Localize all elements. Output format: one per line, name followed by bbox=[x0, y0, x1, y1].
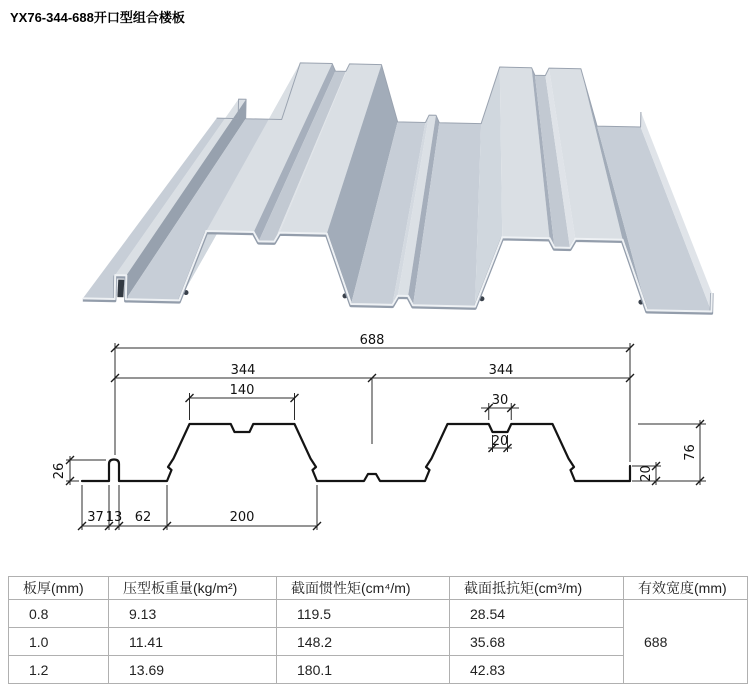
dim-profile-height: 76 bbox=[683, 444, 698, 461]
header-thickness: 板厚(mm) bbox=[9, 577, 109, 600]
deck-panel bbox=[83, 58, 717, 313]
dim-rib-base-width: 200 bbox=[229, 510, 255, 525]
dim-overall-width: 688 bbox=[359, 333, 385, 348]
cell-weight: 9.13 bbox=[109, 600, 277, 628]
cell-moment-of-inertia: 148.2 bbox=[277, 628, 450, 656]
dim-end-lip-height: 20 bbox=[639, 465, 654, 482]
dim-pitch-right: 344 bbox=[488, 363, 514, 378]
header-effective-width: 有效宽度(mm) bbox=[624, 577, 748, 600]
dim-notch-bottom-width: 20 bbox=[491, 434, 509, 449]
page-title: YX76-344-688开口型组合楼板 bbox=[10, 10, 185, 25]
header-weight: 压型板重量(kg/m²) bbox=[109, 577, 277, 600]
dimension-140 bbox=[186, 383, 299, 420]
cross-section-drawing bbox=[0, 330, 755, 565]
cell-thickness: 1.2 bbox=[9, 656, 109, 684]
cell-section-modulus: 42.83 bbox=[450, 656, 624, 684]
dim-hook-width: 13 bbox=[105, 510, 123, 525]
table-header-row bbox=[9, 577, 748, 600]
header-moment-of-inertia: 截面惯性矩(cm⁴/m) bbox=[277, 577, 450, 600]
dimension-20-lip bbox=[632, 462, 661, 485]
header-section-modulus: 截面抵抗矩(cm³/m) bbox=[450, 577, 624, 600]
table-row bbox=[9, 600, 748, 628]
dimension-20-notch bbox=[488, 434, 512, 452]
dim-edge-overhang: 37 bbox=[87, 510, 104, 525]
cell-section-modulus: 35.68 bbox=[450, 628, 624, 656]
spec-table bbox=[8, 576, 748, 684]
dimension-30 bbox=[481, 393, 519, 420]
dim-rib-top-width: 140 bbox=[229, 383, 255, 398]
deck-profile-outline bbox=[82, 424, 630, 481]
cell-thickness: 0.8 bbox=[9, 600, 109, 628]
cell-weight: 13.69 bbox=[109, 656, 277, 684]
dim-flat-segment: 62 bbox=[134, 510, 152, 525]
dimension-bottom-chain bbox=[78, 485, 321, 530]
cell-weight: 11.41 bbox=[109, 628, 277, 656]
dim-pitch-left: 344 bbox=[230, 363, 256, 378]
hook-slot-shadow bbox=[117, 280, 124, 298]
dim-hook-height: 26 bbox=[52, 462, 67, 480]
cell-section-modulus: 28.54 bbox=[450, 600, 624, 628]
cell-moment-of-inertia: 180.1 bbox=[277, 656, 450, 684]
cell-thickness: 1.0 bbox=[9, 628, 109, 656]
cell-effective-width: 688 bbox=[624, 600, 748, 684]
dim-notch-top-width: 30 bbox=[491, 393, 509, 408]
cell-moment-of-inertia: 119.5 bbox=[277, 600, 450, 628]
